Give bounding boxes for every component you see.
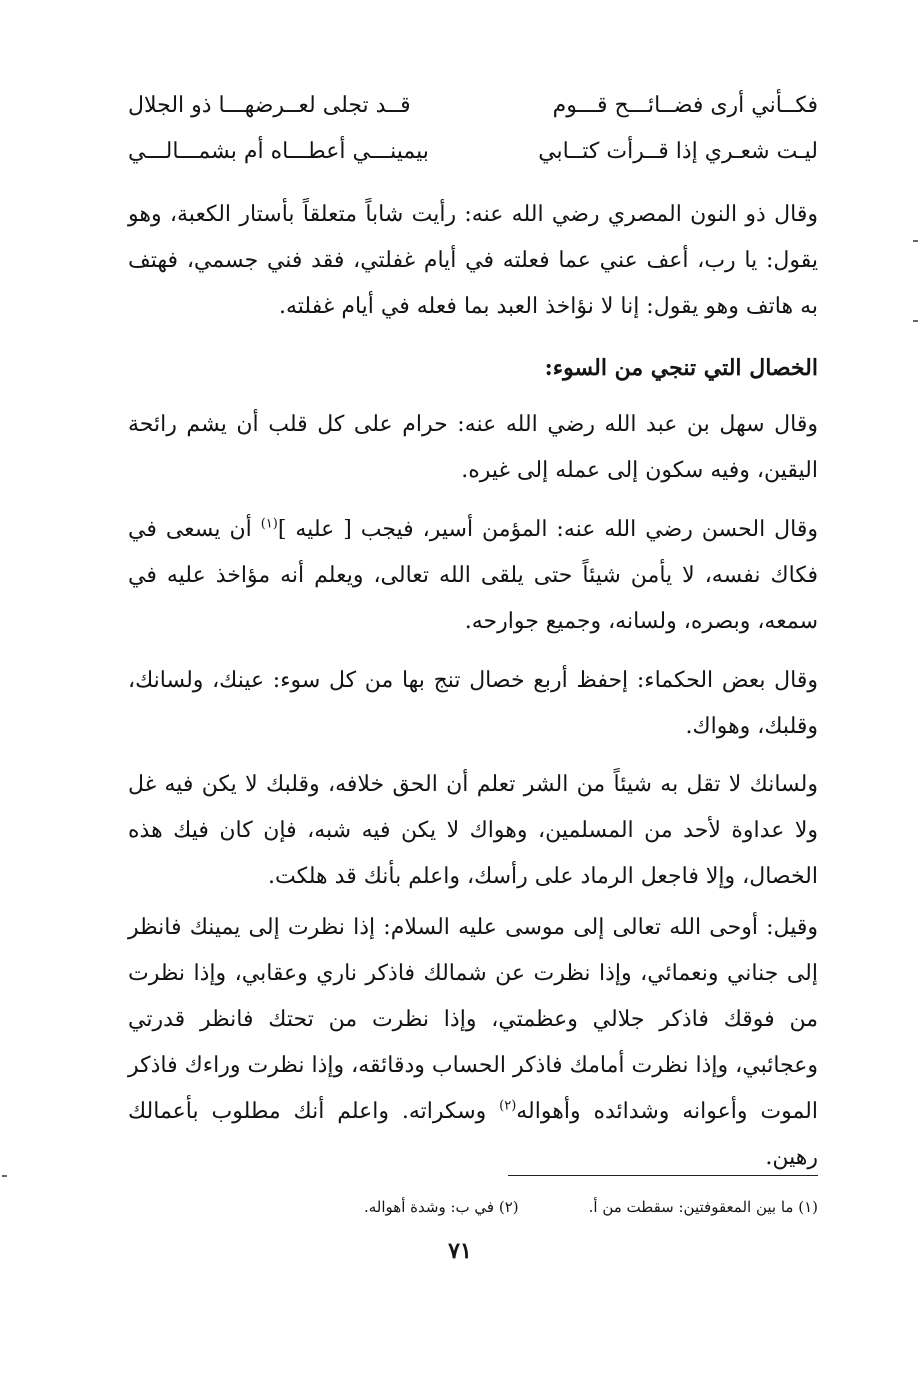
paragraph-hasan bbox=[128, 507, 818, 645]
poem-verses bbox=[128, 83, 818, 175]
scan-edge-mark bbox=[2, 1175, 7, 1177]
scan-edge-mark bbox=[913, 320, 918, 322]
verse-first-hemistich: ليـت شعـري إذا قــرأت كتــابي bbox=[538, 139, 818, 164]
paragraph-hukama: وقال بعض الحكماء: إحفظ أربع خصال تنج بها من كل سوء: عينك، ولسانك، وقلبك، وهواك. bbox=[128, 668, 818, 739]
footnote-separator bbox=[508, 1175, 818, 1176]
footnotes bbox=[218, 1194, 818, 1220]
scan-edge-mark bbox=[913, 240, 918, 242]
paragraph-hasan-text-end: أن يسعى في فكاك نفسه، لا يأمن شيئاً حتى يلقى الله تعالى، ويعلم أنه مؤاخذ عليه في سمعه، وبصره، ولسانه، وجميع جوارحه. bbox=[128, 517, 818, 634]
footnote-1: (١) ما بين المعقوفتين: سقطت من أ. bbox=[588, 1198, 818, 1216]
verse-line bbox=[128, 83, 818, 129]
paragraph-musa-text-start: وقيل: أوحى الله تعالى إلى موسى عليه السلام: إذا نظرت إلى يمينك فانظر إلى جناني ونعمائي، وإذا نظرت عن شمالك فاذكر ناري وعقابي، وإذا نظرت من فوقك فاذكر جلالي وعظمتي، وإذا نظرت من تحتك فانظر قدرتي وعجائبي، وإذا نظرت أمامك فاذكر الحساب ودقائقه، وإذا نظرت وراءك فاذكر الموت وأعوانه وشدائده وأهواله bbox=[128, 915, 818, 1124]
verse-first-hemistich: فكــأني أرى فضــائـــح قـــوم bbox=[552, 93, 818, 118]
paragraph-sahl: وقال سهل بن عبد الله رضي الله عنه: حرام على كل قلب أن يشم رائحة اليقين، وفيه سكون إلى عمله إلى غيره. bbox=[128, 412, 818, 483]
footnote-2: (٢) في ب: وشدة أهواله. bbox=[364, 1198, 519, 1216]
section-heading: الخصال التي تنجي من السوء: bbox=[544, 355, 818, 381]
footnote-marker-2: (٢) bbox=[499, 1098, 517, 1114]
paragraph-musa-text-end: وسكراته. واعلم أنك مطلوب بأعمالك رهين. bbox=[128, 1099, 818, 1170]
verse-second-hemistich: بيمينـــي أعطـــاه أم بشمـــالـــي bbox=[128, 139, 429, 164]
verse-line bbox=[128, 129, 818, 175]
verse-second-hemistich: قــد تجلى لعــرضهـــا ذو الجلال bbox=[128, 93, 411, 118]
page-number: ٧١ bbox=[448, 1238, 472, 1264]
footnote-marker-1: (١) bbox=[260, 516, 278, 532]
paragraph-hasan-text-start: وقال الحسن رضي الله عنه: المؤمن أسير، فيجب [ عليه ] bbox=[277, 517, 818, 542]
paragraph-dhunnun: وقال ذو النون المصري رضي الله عنه: رأيت شاباً متعلقاً بأستار الكعبة، وهو يقول: يا رب، أعف عني عما فعلته في أيام غفلتي، فقد فني جسمي، فهتف به هاتف وهو يقول: إنا لا نؤاخذ العبد بما فعله في أيام غفلته. bbox=[128, 202, 818, 319]
paragraph-musa bbox=[128, 905, 818, 1181]
paragraph-lisan: ولسانك لا تقل به شيئاً من الشر تعلم أن الحق خلافه، وقلبك لا يكن فيه غل ولا عداوة لأحد من المسلمين، وهواك لا يكن فيه شبه، فإن كان فيك هذه الخصال، وإلا فاجعل الرماد على رأسك، واعلم بأنك قد هلكت. bbox=[128, 772, 818, 889]
